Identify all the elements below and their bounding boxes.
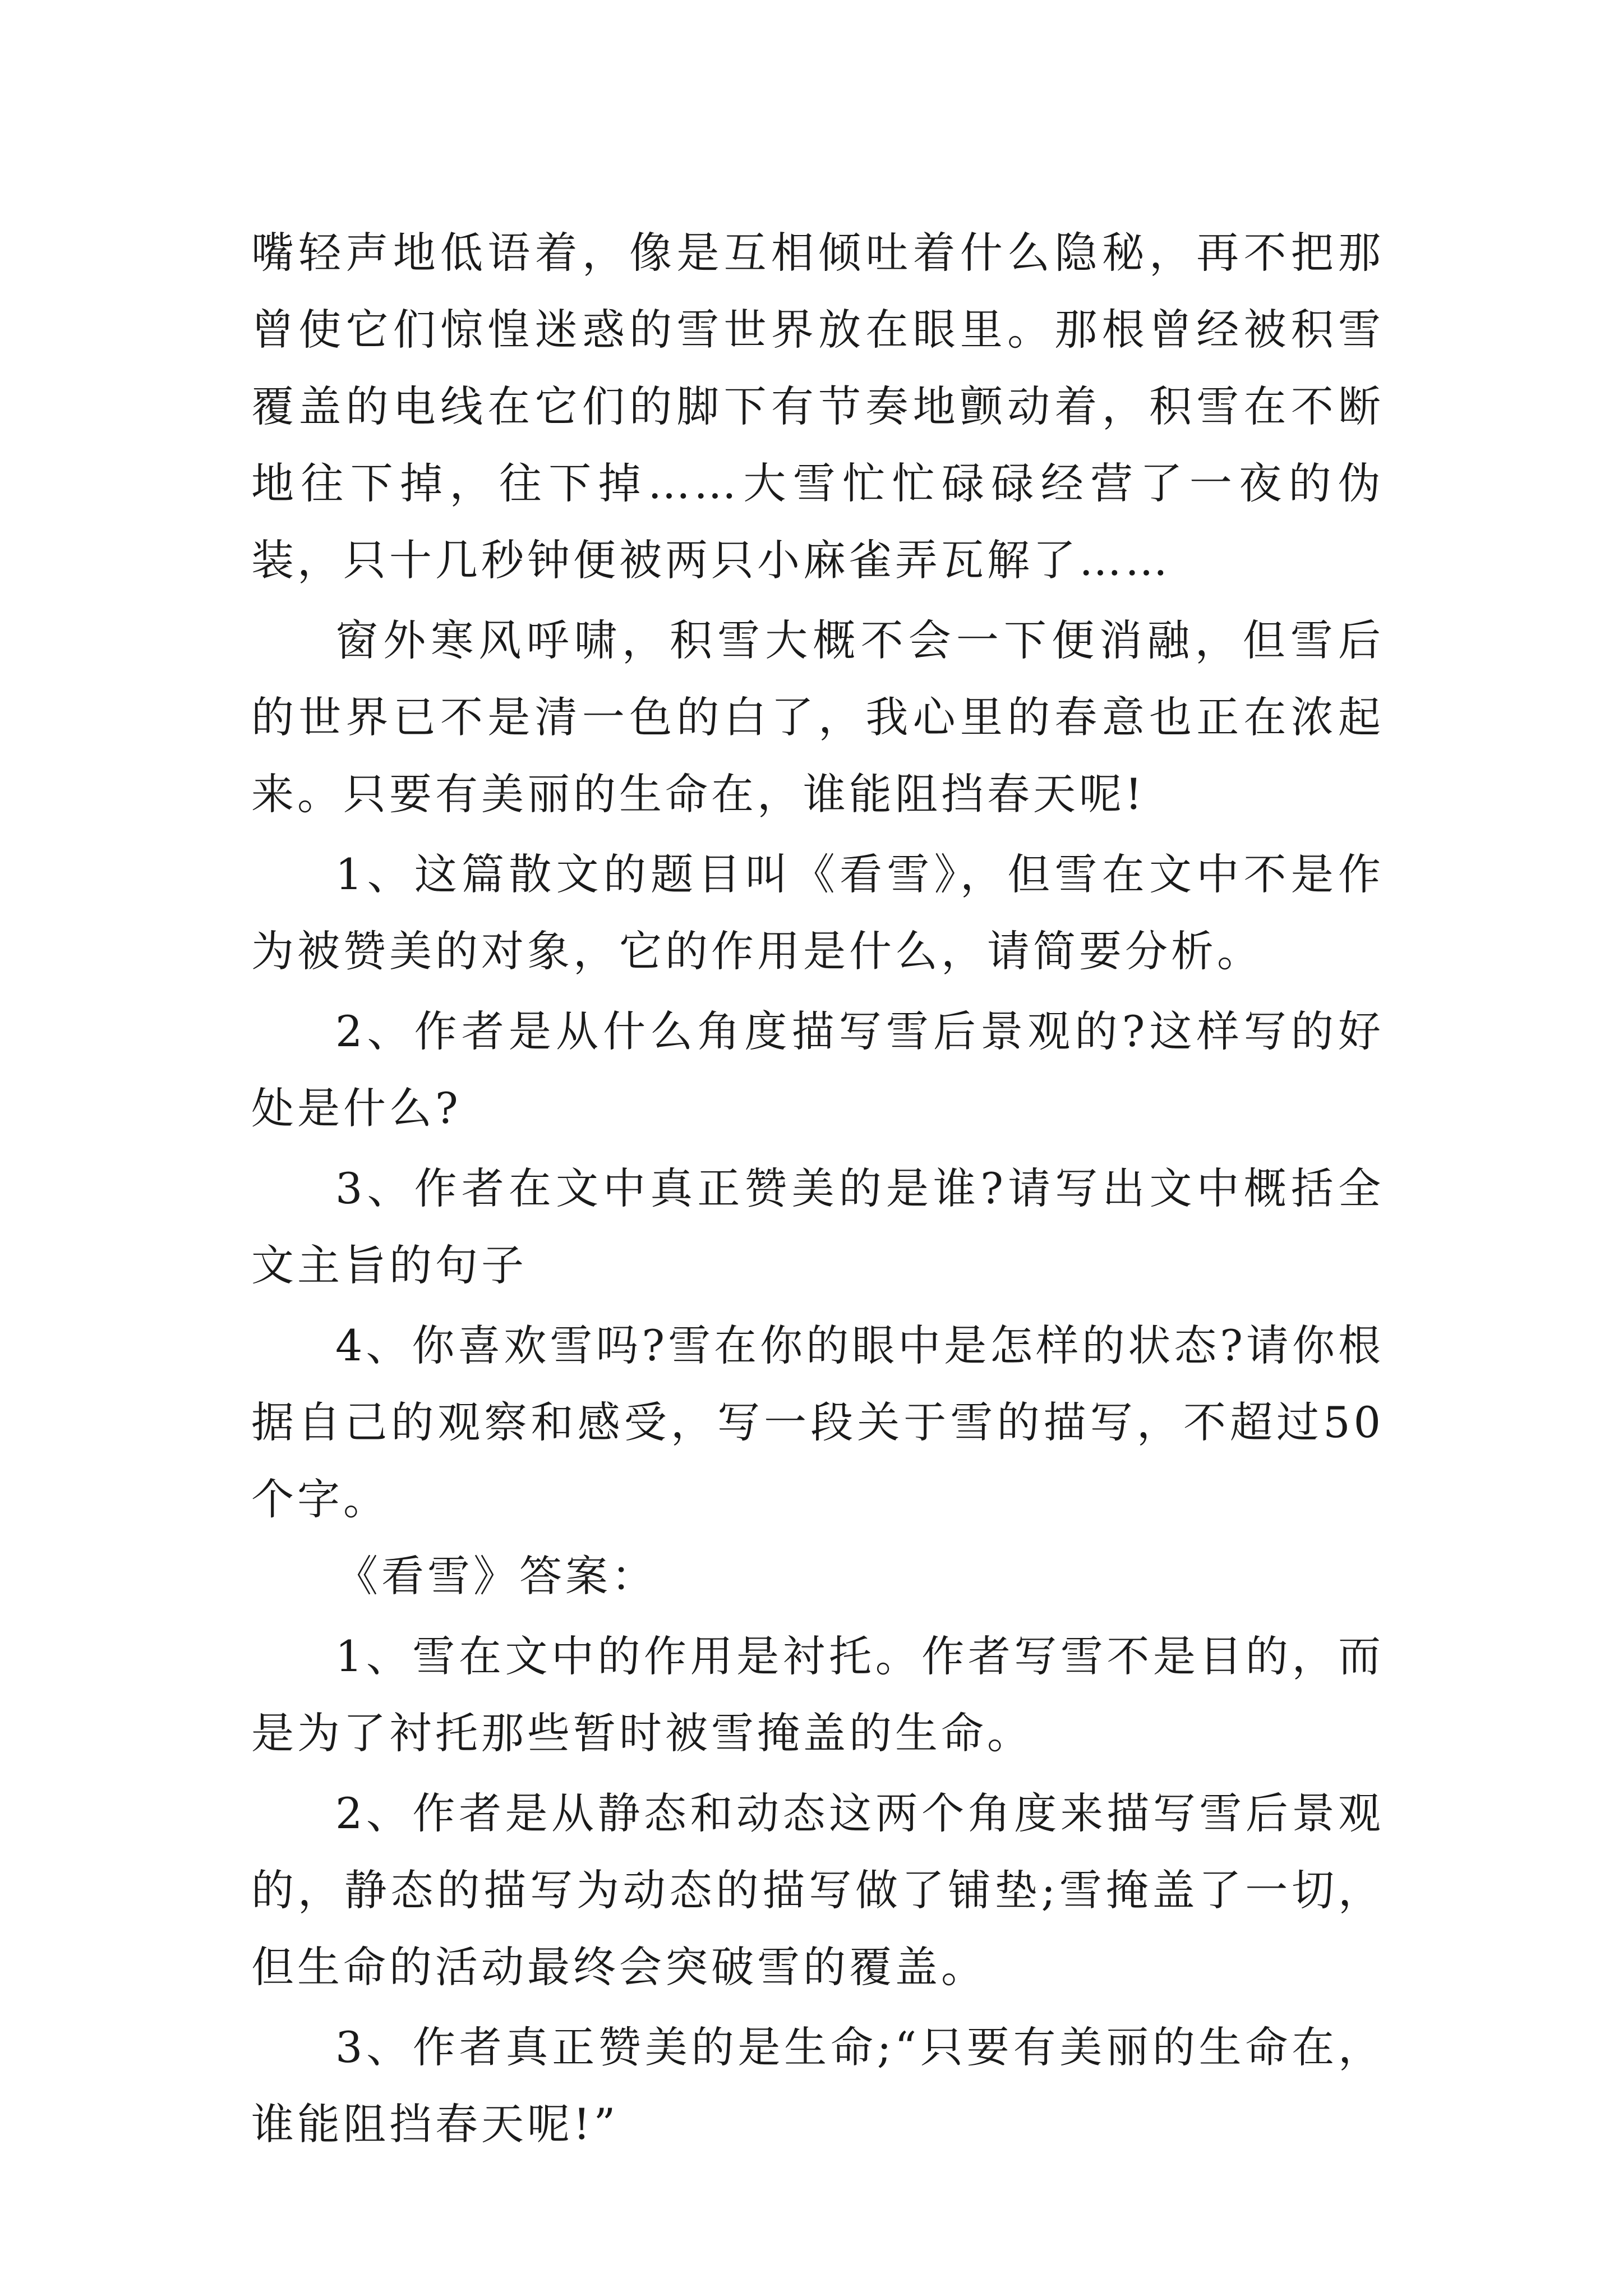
answer-heading: 《看雪》答案： (335, 1551, 657, 1601)
document-body (251, 214, 1384, 2162)
paragraph-ending: 窗外寒风呼啸，积雪大概不会一下便消融，但雪后的世界已不是清一色的白了，我心里的春意也正在浓起来。只要有美丽的生命在，谁能阻挡春天呢! (251, 615, 1384, 819)
question-2: 2、作者是从什么角度描写雪后景观的?这样写的好处是什么? (251, 1006, 1384, 1133)
answer-1: 1、雪在文中的作用是衬托。作者写雪不是目的，而是为了衬托那些暂时被雪掩盖的生命。 (251, 1631, 1384, 1758)
question-4: 4、你喜欢雪吗?雪在你的眼中是怎样的状态?请你根据自己的观察和感受，写一段关于雪的描写，不超过50个字。 (251, 1320, 1384, 1524)
question-1: 1、这篇散文的题目叫《看雪》，但雪在文中不是作为被赞美的对象，它的作用是什么，请简要分析。 (251, 849, 1384, 976)
question-3: 3、作者在文中真正赞美的是谁?请写出文中概括全文主旨的句子 (251, 1163, 1384, 1290)
paragraph-continued: 嘴轻声地低语着，像是互相倾吐着什么隐秘，再不把那曾使它们惊惶迷惑的雪世界放在眼里。那根曾经被积雪覆盖的电线在它们的脚下有节奏地颤动着，积雪在不断地往下掉，往下掉……大雪忙忙碌碌经营了一夜的伪装，只十几秒钟便被两只小麻雀弄瓦解了…… (251, 228, 1384, 585)
answer-2: 2、作者是从静态和动态这两个角度来描写雪后景观的，静态的描写为动态的描写做了铺垫;雪掩盖了一切，但生命的活动最终会突破雪的覆盖。 (251, 1788, 1384, 1992)
answer-3: 3、作者真正赞美的是生命;“只要有美丽的生命在，谁能阻挡春天呢!” (251, 2022, 1384, 2149)
